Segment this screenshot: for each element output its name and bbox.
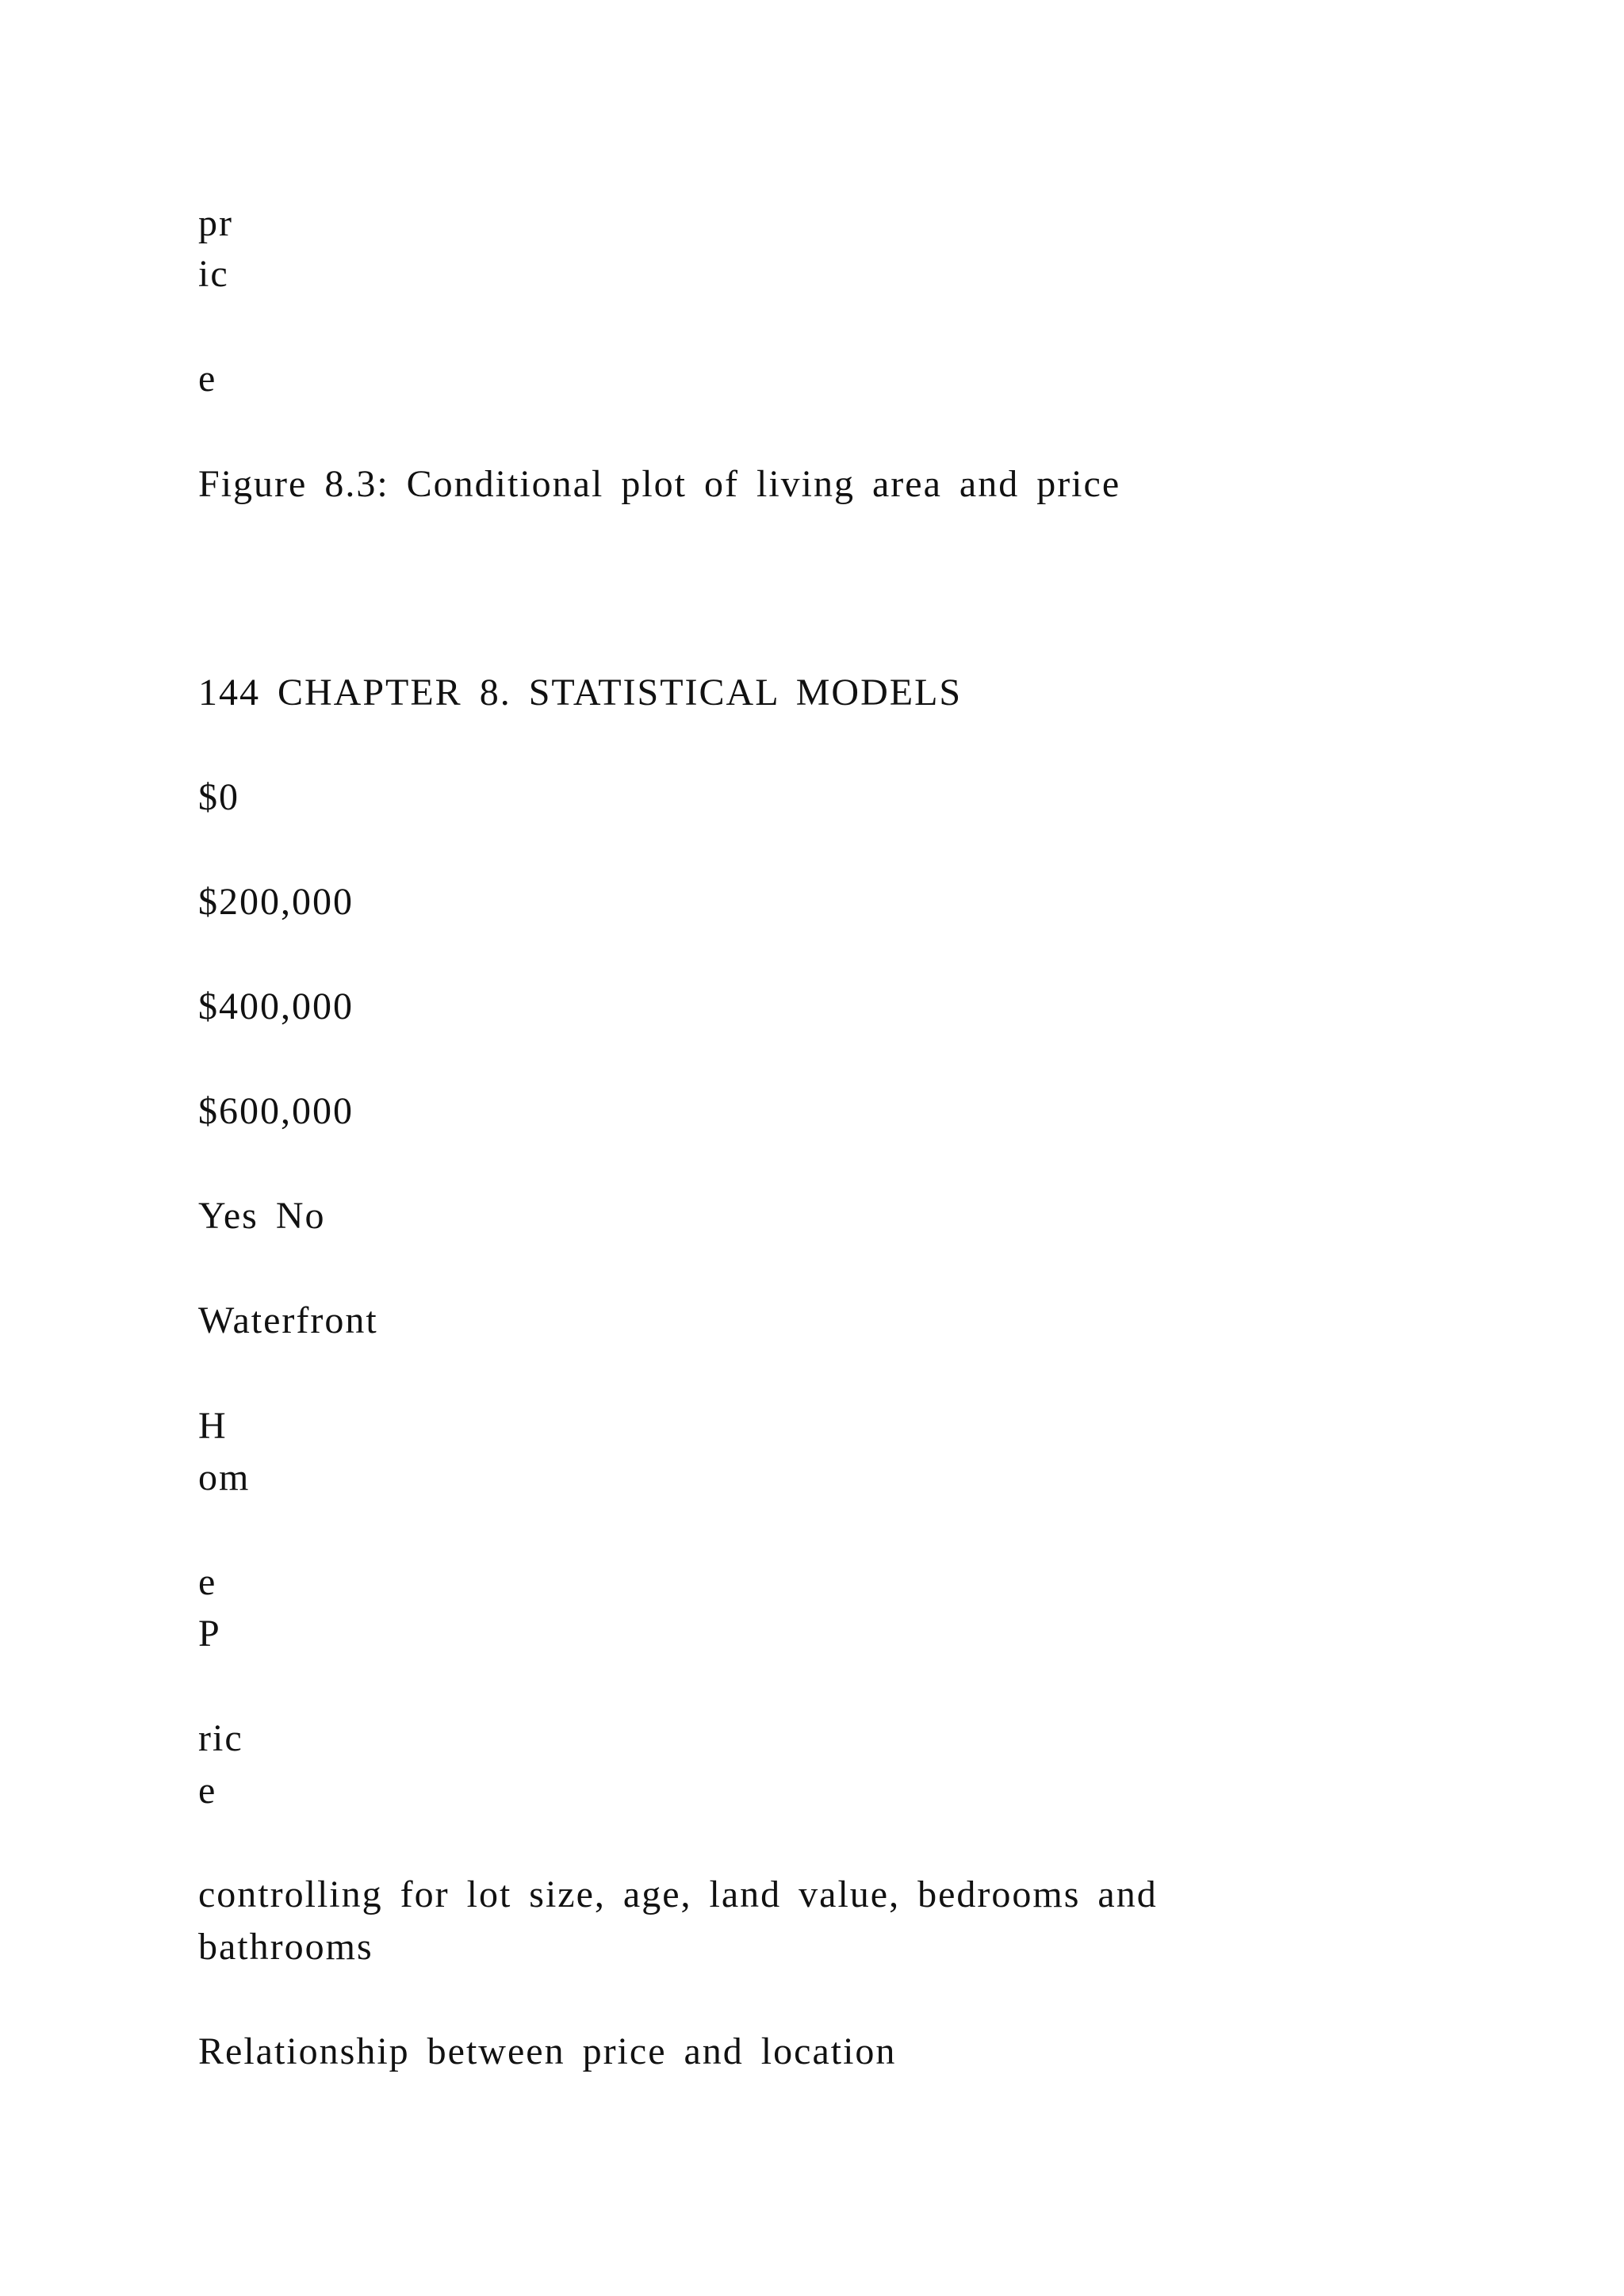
x-category-labels: Yes No bbox=[198, 1195, 326, 1237]
y-label-fragment-p: P bbox=[198, 1613, 221, 1655]
figure-caption: Figure 8.3: Conditional plot of living area and price bbox=[198, 463, 1121, 505]
running-header: 144 CHAPTER 8. STATISTICAL MODELS bbox=[198, 672, 963, 714]
y-tick-600000: $600,000 bbox=[198, 1090, 354, 1132]
chart-subtitle-line-2: bathrooms bbox=[198, 1926, 373, 1968]
text-fragment-pr: pr bbox=[198, 202, 233, 244]
y-tick-200000: $200,000 bbox=[198, 881, 354, 923]
chart-title: Relationship between price and location bbox=[198, 2030, 897, 2072]
chart-subtitle-line-1: controlling for lot size, age, land value, bedrooms and bbox=[198, 1873, 1158, 1915]
x-axis-label: Waterfront bbox=[198, 1299, 378, 1341]
y-label-fragment-e: e bbox=[198, 1561, 217, 1603]
text-fragment-ic: ic bbox=[198, 253, 229, 295]
y-tick-0: $0 bbox=[198, 776, 239, 818]
y-label-fragment-h: H bbox=[198, 1405, 228, 1447]
y-label-fragment-om: om bbox=[198, 1456, 251, 1498]
text-fragment-e: e bbox=[198, 358, 217, 400]
y-label-fragment-e2: e bbox=[198, 1770, 217, 1812]
y-label-fragment-ric: ric bbox=[198, 1717, 243, 1759]
y-tick-400000: $400,000 bbox=[198, 985, 354, 1027]
